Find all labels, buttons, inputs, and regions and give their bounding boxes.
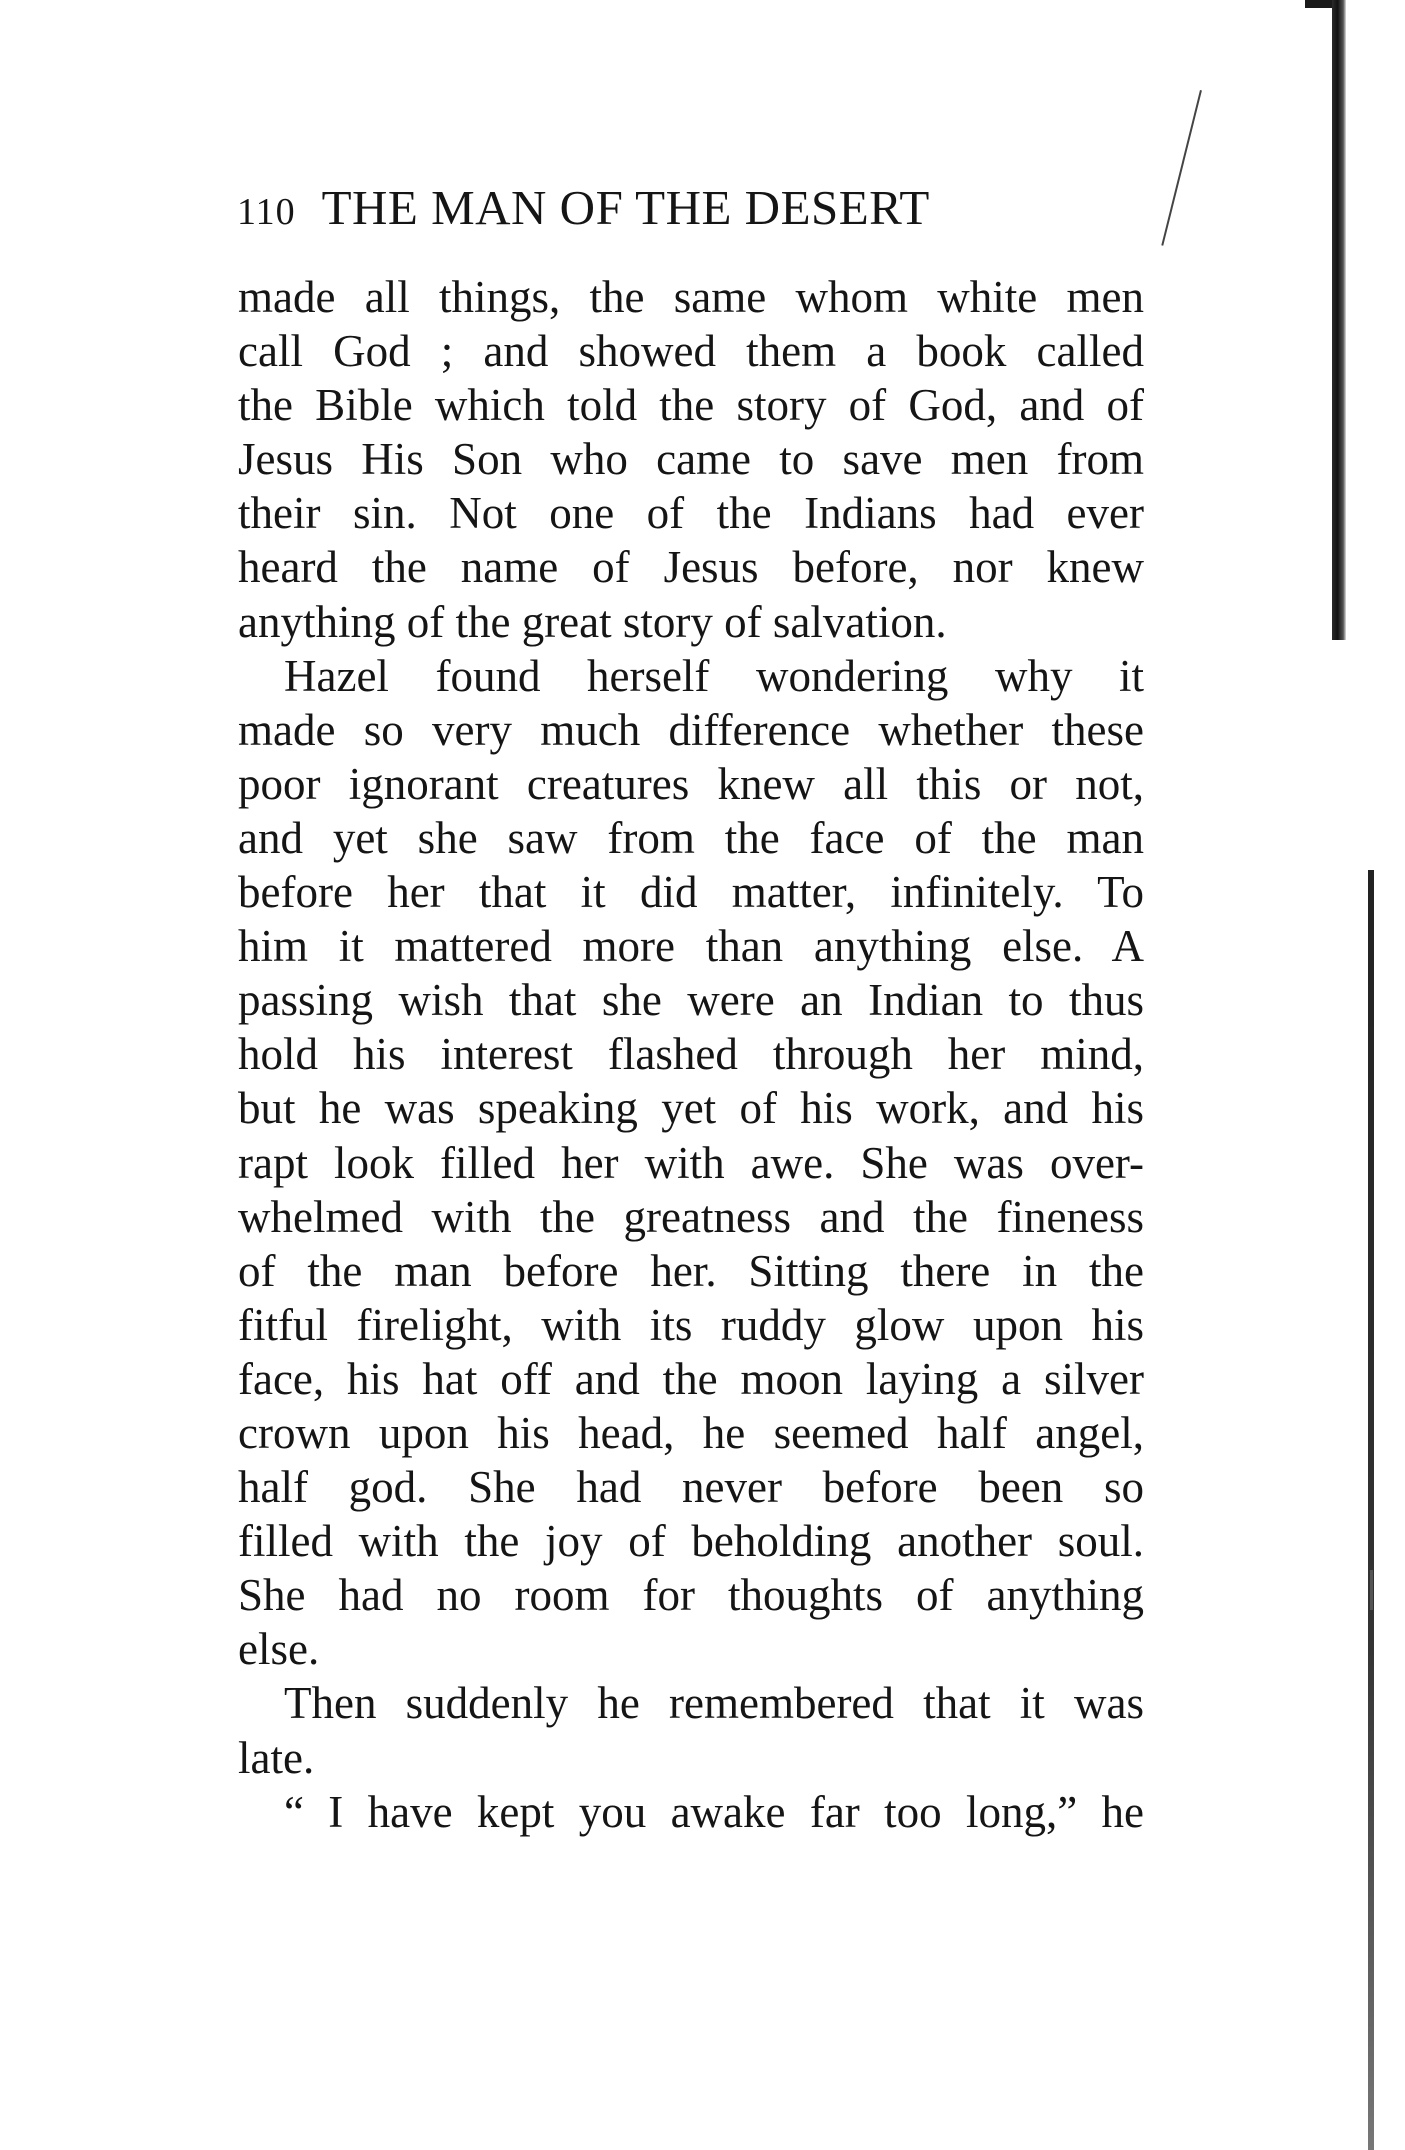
text-line: him it mattered more than anything else. A — [238, 921, 1144, 972]
binding-edge-top — [1332, 0, 1346, 640]
text-line: heard the name of Jesus before, nor knew — [238, 542, 1144, 593]
text-line: before her that it did matter, infinitely. To — [238, 867, 1144, 918]
body-text — [238, 270, 1144, 1839]
text-line: late. — [238, 1732, 315, 1783]
text-line: hold his interest flashed through her mind, — [238, 1029, 1144, 1080]
text-line: made all things, the same whom white men — [238, 272, 1144, 322]
page-number: 110 — [237, 191, 296, 233]
text-line: face, his hat off and the moon laying a silver — [238, 1353, 1144, 1404]
text-line: Jesus His Son who came to save men from — [238, 434, 1144, 485]
text-line: crown upon his head, he seemed half angel, — [238, 1407, 1144, 1458]
text-line: Then suddenly he remembered that it was — [284, 1678, 1144, 1729]
text-line: and yet she saw from the face of the man — [238, 812, 1144, 863]
text-line: fitful firelight, with its ruddy glow upon his — [238, 1299, 1144, 1350]
text-line: anything of the great story of salvation. — [238, 596, 947, 647]
text-line: passing wish that she were an Indian to thus — [238, 975, 1144, 1026]
text-line: but he was speaking yet of his work, and his — [238, 1083, 1144, 1134]
binding-edge-top-cap — [1305, 0, 1335, 8]
text-line: else. — [238, 1624, 320, 1675]
binding-edge-bottom — [1368, 870, 1374, 2150]
text-line: made so very much difference whether these — [238, 704, 1144, 755]
text-line: rapt look filled her with awe. She was over- — [238, 1137, 1144, 1188]
scan-mark — [1161, 90, 1202, 246]
text-line: poor ignorant creatures knew all this or not, — [238, 758, 1144, 809]
running-title: THE MAN OF THE DESERT — [321, 180, 930, 235]
text-line: the Bible which told the story of God, and of — [238, 380, 1144, 431]
text-line: of the man before her. Sitting there in the — [238, 1245, 1144, 1296]
text-line: half god. She had never before been so — [238, 1462, 1144, 1513]
text-line: “ I have kept you awake far too long,” he — [284, 1786, 1144, 1837]
text-line: filled with the joy of beholding another soul. — [238, 1516, 1144, 1567]
text-line: She had no room for thoughts of anything — [238, 1570, 1144, 1621]
text-line: their sin. Not one of the Indians had ever — [238, 488, 1144, 539]
running-header — [237, 178, 1137, 238]
text-line: whelmed with the greatness and the fineness — [238, 1191, 1144, 1242]
text-line: Hazel found herself wondering why it — [284, 650, 1144, 701]
text-line: call God ; and showed them a book called — [238, 326, 1144, 377]
scan-mark-lower — [1370, 1570, 1373, 1610]
